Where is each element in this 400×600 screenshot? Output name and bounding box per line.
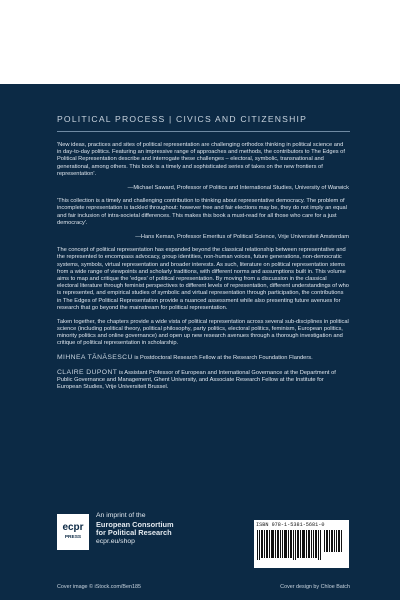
top-white-band: [0, 0, 400, 84]
divider-rule: [57, 131, 350, 132]
author-bio-text-1: is Postdoctoral Research Fellow at the Research Foundation Flanders.: [132, 354, 313, 361]
endorsement-quote-2: 'This collection is a timely and challenging contribution to thinking about representative democracy. The problem of incomplete representation is tackled throughout: however free and fair elections may be, they do not imply an equal and fair inclusion of intra-societal differences. This makes this book a must-read for all those who care for a just democracy'.: [57, 198, 347, 226]
logo-subtitle: PRESS: [64, 535, 82, 540]
cover-design-credit: Cover design by Chloe Batch: [280, 584, 350, 590]
barcode-icon: [257, 530, 343, 564]
logo-wordmark: ecpr: [62, 522, 84, 533]
author-name-2: CLAIRE DUPONT: [57, 368, 118, 376]
imprint-url: ecpr.eu/shop: [96, 537, 135, 545]
blurb-content: [57, 142, 349, 398]
cover-panel: [0, 84, 400, 600]
imprint-line-3: for Political Research: [96, 528, 172, 538]
description-paragraph-1: The concept of political representation has expanded beyond the classical relationship between representative and the represented to encompass advocacy, group identities, non-human voices, future generations, non-democratic systems, symbols, virtual representation and broader interests. As such, literature on political representation stems from a wide range of viewpoints and scholarly traditions, with different norms and assumptions built in. This volume aims to map and critique the 'edges' of political representation. By moving from a discussion in the classical electoral literature through feminist perspectives to different levels of representation, different understandings of who is represented, and empirical studies of symbolic and virtual representation through participation, the contributions in The Edges of Political Representation provide a nuanced assessment while also presenting future avenues for research that go beyond the mainstream for political representation.: [57, 247, 349, 311]
endorsement-quote-1: 'New ideas, practices and sites of political representation are challenging orthodox thinking in political science and in day-to-day politics. Featuring an impressive range of approaches and methods, the contributors to The Edges of Political Representation describe and interrogate these challenges – electoral, symbolic, transnational and generational, among others. This book is a timely and sophisticated series of takes on the new frontiers of representation'.: [57, 142, 345, 177]
author-bio-2: [57, 369, 349, 392]
description-paragraph-2: Taken together, the chapters provide a wide vista of political representation across several sub-disciplines in political science (including political theory, political philosophy, party politics, electoral politics, feminism, European politics, minority politics and online governance) and open up new research avenues through a thorough investigation and critique of political representation in scholarship.: [57, 318, 349, 347]
isbn-number: ISBN 978-1-5381-5681-0: [256, 522, 325, 528]
endorsement-attribution-1: —Michael Saward, Professor of Politics and International Studies, University of Warwick: [127, 184, 349, 191]
endorsement-attribution-2: —Hans Keman, Professor Emeritus of Political Science, Vrije Universiteit Amsterdam: [135, 233, 349, 240]
ecpr-press-logo: [57, 514, 89, 550]
isbn-barcode: [254, 520, 349, 568]
cover-footer: [0, 496, 400, 600]
cover-image-credit: Cover image © iStock.com/Ben185: [57, 584, 141, 590]
author-bio-1: [57, 354, 349, 362]
imprint-line-2: European Consortium: [96, 519, 174, 529]
author-bio-text-2: is Assistant Professor of European and International Governance at the Department of Public Governance and Management, Ghent University, and Associate Research Fellow at the Institute for European Studies, Vrije Universiteit Brussel.: [57, 369, 336, 390]
imprint-text: [96, 512, 246, 546]
author-name-1: MIHNEA TĂNĂSESCU: [57, 353, 133, 361]
series-heading: POLITICAL PROCESS | CIVICS AND CITIZENSHIP: [57, 114, 308, 124]
imprint-line-1: An imprint of the: [96, 512, 146, 519]
